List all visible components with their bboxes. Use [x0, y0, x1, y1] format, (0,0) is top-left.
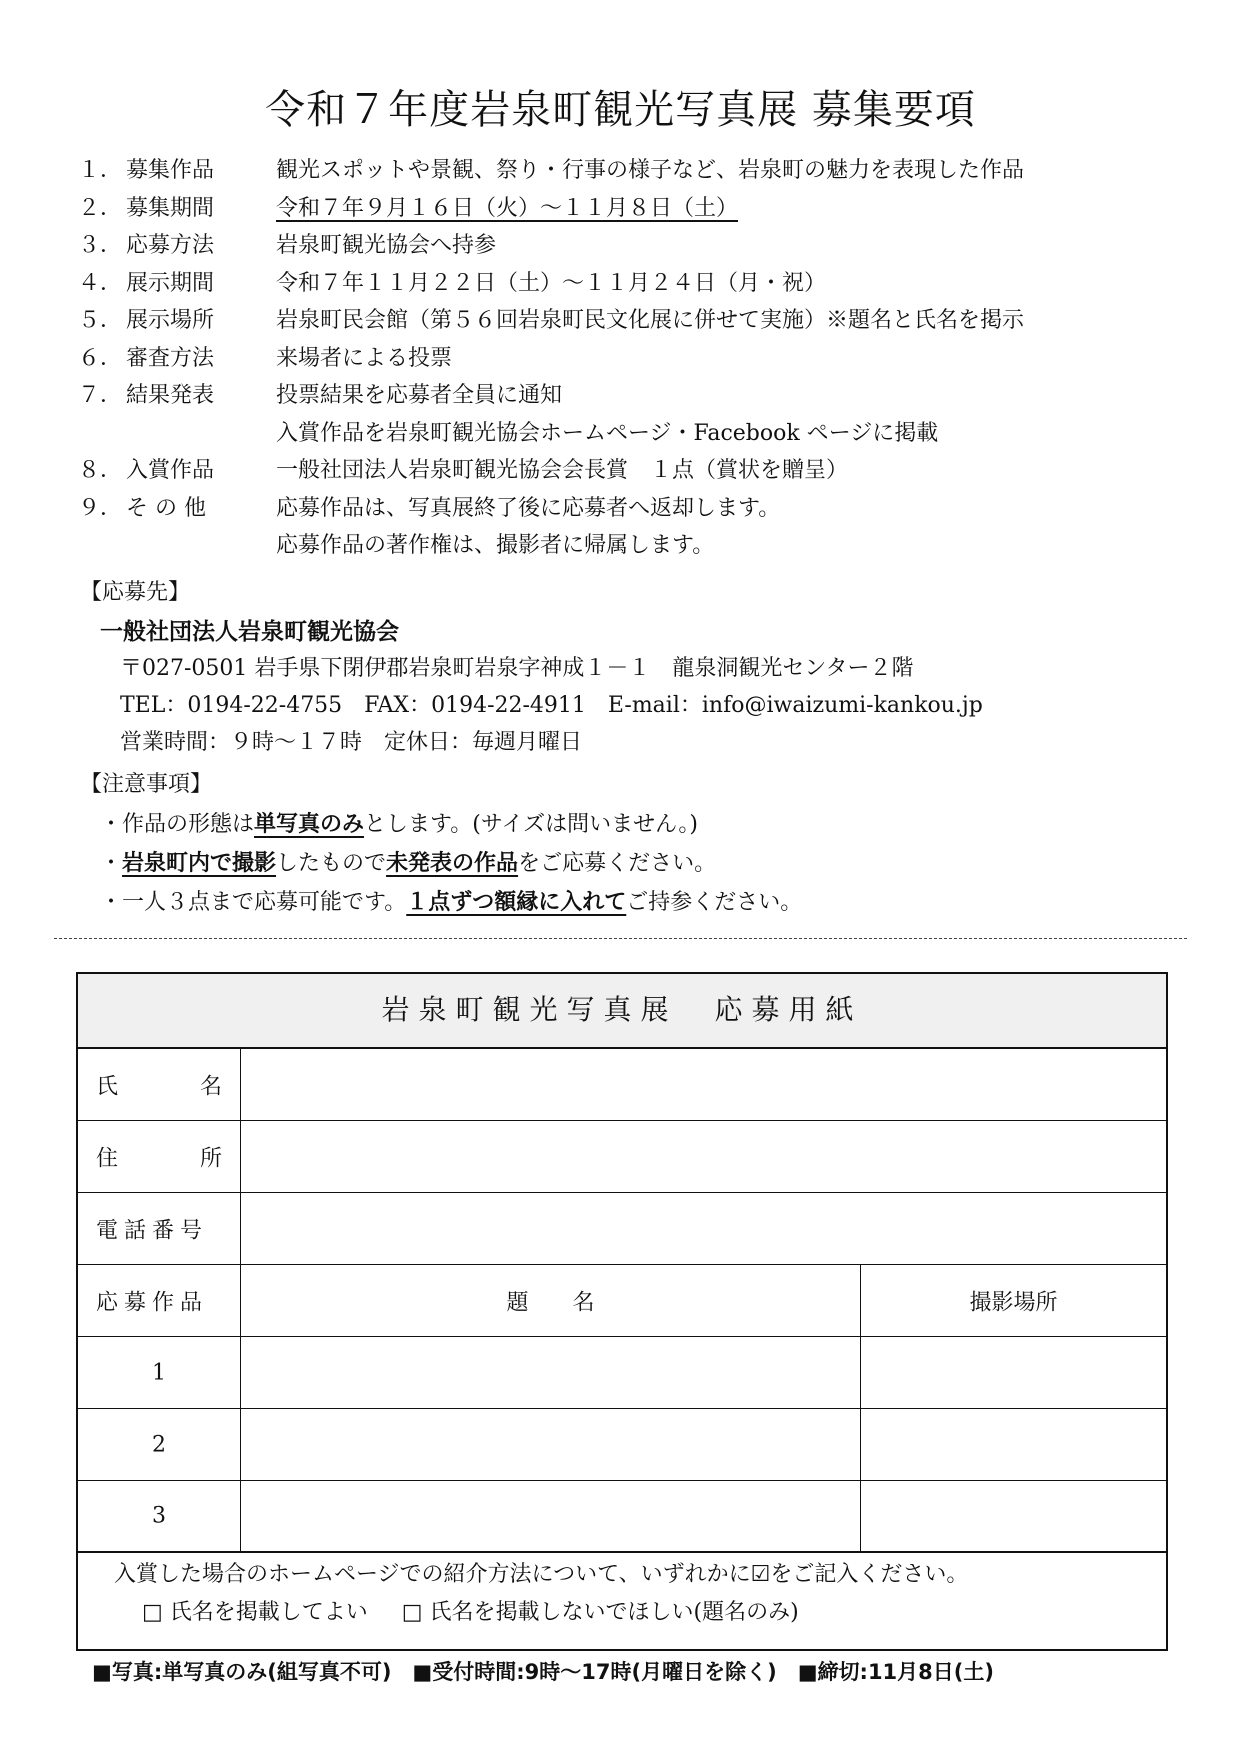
name-label: 氏 名	[78, 1049, 241, 1121]
contact-phone: TEL：0194-22-4755 FAX：0194-22-4911 E-mail：info@iwaizumi-kankou.jp	[120, 693, 983, 718]
item-value: 一般社団法人岩泉町観光協会会長賞 １点（賞状を贈呈）	[276, 458, 849, 483]
works-label: 応募作品	[78, 1265, 241, 1337]
item-label: 展示期間	[126, 270, 215, 296]
work-title-field[interactable]	[241, 1337, 861, 1409]
cut-line	[54, 938, 1187, 939]
item-label: 応募方法	[126, 233, 215, 258]
contact-heading: 【応募先】	[80, 580, 191, 605]
address-field[interactable]	[241, 1121, 1166, 1193]
footer-summary: ■写真:単写真のみ(組写真不可) ■受付時間:9時～17時(月曜日を除く) ■締切:11月8日(土)	[92, 1660, 994, 1684]
work-row-number: 2	[78, 1409, 241, 1481]
allow-name-checkbox[interactable]: □ 氏名を掲載してよい	[142, 1600, 368, 1625]
contact-details	[120, 650, 983, 761]
item-number: ４．	[78, 270, 123, 296]
location-column-header: 撮影場所	[861, 1265, 1166, 1337]
item-number: ９．	[78, 495, 123, 521]
item-value: 岩泉町観光協会へ持参	[276, 233, 497, 258]
item-value: 応募作品は、写真展終了後に応募者へ返却します。	[276, 495, 781, 521]
page-title: 令和７年度岩泉町観光写真展 募集要項	[265, 87, 976, 133]
item-number: ６．	[78, 345, 123, 371]
work-title-field[interactable]	[241, 1481, 861, 1553]
item-label: 募集期間	[126, 195, 215, 221]
item-value: 来場者による投票	[276, 345, 453, 371]
preference-options	[142, 1595, 799, 1626]
phone-field[interactable]	[241, 1193, 1166, 1265]
contact-org: 一般社団法人岩泉町観光協会	[100, 619, 399, 645]
item-value: 応募作品の著作権は、撮影者に帰属します。	[276, 533, 715, 558]
work-title-field[interactable]	[241, 1409, 861, 1481]
work-location-field[interactable]	[861, 1481, 1166, 1553]
item-number: ３．	[78, 233, 123, 258]
work-location-field[interactable]	[861, 1409, 1166, 1481]
item-label: 結果発表	[126, 383, 215, 408]
note-item: ・岩泉町内で撮影したもので未発表の作品をご応募ください。	[100, 850, 717, 876]
notes-list	[100, 805, 802, 922]
item-number: ２．	[78, 195, 123, 221]
title-column-header: 題 名	[241, 1265, 861, 1337]
item-value: 令和７年１１月２２日（土）～１１月２４日（月・祝）	[276, 270, 827, 296]
item-label: 展示場所	[126, 308, 215, 333]
preference-instruction: 入賞した場合のホームページでの紹介方法について、いずれかに☑をご記入ください。	[114, 1562, 969, 1587]
item-label: 審査方法	[126, 345, 215, 371]
address-label: 住 所	[78, 1121, 241, 1193]
item-value: 投票結果を応募者全員に通知	[276, 383, 563, 408]
item-number: ８．	[78, 458, 123, 483]
note-item: ・作品の形態は単写真のみとします。(サイズは問いません。)	[100, 811, 698, 837]
name-field[interactable]	[241, 1049, 1166, 1121]
item-value: 令和７年９月１６日（火）～１１月８日（土）	[276, 195, 739, 221]
work-row-number: 1	[78, 1337, 241, 1409]
phone-label: 電話番号	[78, 1193, 241, 1265]
item-number: １．	[78, 158, 123, 183]
work-location-field[interactable]	[861, 1337, 1166, 1409]
contact-hours: 営業時間：９時～１７時 定休日：毎週月曜日	[120, 730, 583, 755]
contact-address: 〒027-0501 岩手県下閉伊郡岩泉町岩泉字神成１－１ 龍泉洞観光センター２階	[120, 656, 914, 681]
item-label: そ の 他	[126, 495, 206, 521]
notes-heading: 【注意事項】	[80, 772, 213, 797]
item-value: 観光スポットや景観、祭り・行事の様子など、岩泉町の魅力を表現した作品	[276, 158, 1025, 183]
form-title: 岩泉町観光写真展 応募用紙	[78, 974, 1166, 1049]
item-number: ７．	[78, 383, 123, 408]
item-value: 岩泉町民会館（第５６回岩泉町民文化展に併せて実施）※題名と氏名を掲示	[276, 308, 1025, 333]
item-number: ５．	[78, 308, 123, 333]
note-item: ・一人３点まで応募可能です。１点ずつ額縁に入れてご持参ください。	[100, 889, 803, 915]
item-value: 入賞作品を岩泉町観光協会ホームページ・Facebook ページに掲載	[276, 420, 939, 446]
hide-name-checkbox[interactable]: □ 氏名を掲載しないでほしい(題名のみ)	[401, 1600, 799, 1625]
item-label: 入賞作品	[126, 458, 215, 483]
item-label: 募集作品	[126, 158, 215, 183]
application-form	[76, 972, 1168, 1651]
work-row-number: 3	[78, 1481, 241, 1553]
